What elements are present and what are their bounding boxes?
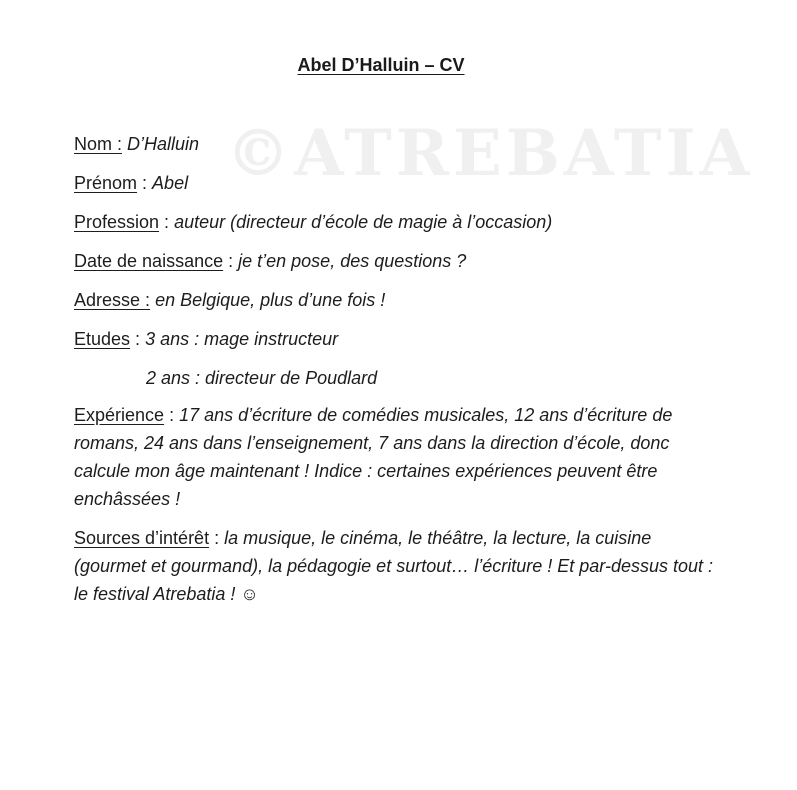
document-title: Abel D’Halluin – CV xyxy=(297,55,465,75)
watermark: ©ATREBATIA xyxy=(226,116,754,191)
field-value: en Belgique, plus d’une fois ! xyxy=(155,290,386,310)
field-value: 2 ans : directeur de Poudlard xyxy=(146,368,378,388)
field-adresse xyxy=(74,286,385,314)
field-value: Abel xyxy=(152,173,189,193)
field-etudes xyxy=(74,325,338,353)
field-value: 3 ans : mage instructeur xyxy=(145,329,339,349)
field-label: Prénom xyxy=(74,173,138,193)
field-prenom xyxy=(74,169,188,197)
field-separator: : xyxy=(223,251,239,271)
field-label: Profession xyxy=(74,212,160,232)
field-value: je t’en pose, des questions ? xyxy=(238,251,467,271)
field-label: Adresse : xyxy=(74,290,151,310)
field-etudes-continuation xyxy=(146,364,377,392)
field-separator: : xyxy=(164,405,180,425)
field-sources-d-interet xyxy=(74,524,724,608)
field-experience xyxy=(74,401,724,513)
field-value: 17 ans d’écriture de comédies musicales, 12 ans d’écriture de romans, 24 ans dans l’enseignement, 7 ans dans la direction d’école, donc calcule mon âge maintenant ! Indice : certaines expériences peuvent être enchâssées ! xyxy=(74,405,673,509)
field-value: la musique, le cinéma, le théâtre, la lecture, la cuisine (gourmet et gourmand), la pédagogie et surtout… l’écriture ! Et par-dessus tout : le festival Atrebatia ! ☺ xyxy=(74,528,713,604)
field-label: Nom : xyxy=(74,134,123,154)
field-label: Etudes xyxy=(74,329,131,349)
field-value: auteur (directeur d’école de magie à l’occasion) xyxy=(174,212,553,232)
field-profession xyxy=(74,208,552,236)
field-separator: : xyxy=(159,212,175,232)
field-label: Sources d’intérêt xyxy=(74,528,210,548)
field-separator: : xyxy=(130,329,146,349)
field-date-de-naissance xyxy=(74,247,466,275)
field-separator: : xyxy=(209,528,225,548)
field-nom xyxy=(74,130,199,158)
field-label: Date de naissance xyxy=(74,251,224,271)
field-value: D’Halluin xyxy=(127,134,200,154)
field-separator: : xyxy=(137,173,153,193)
field-label: Expérience xyxy=(74,405,165,425)
